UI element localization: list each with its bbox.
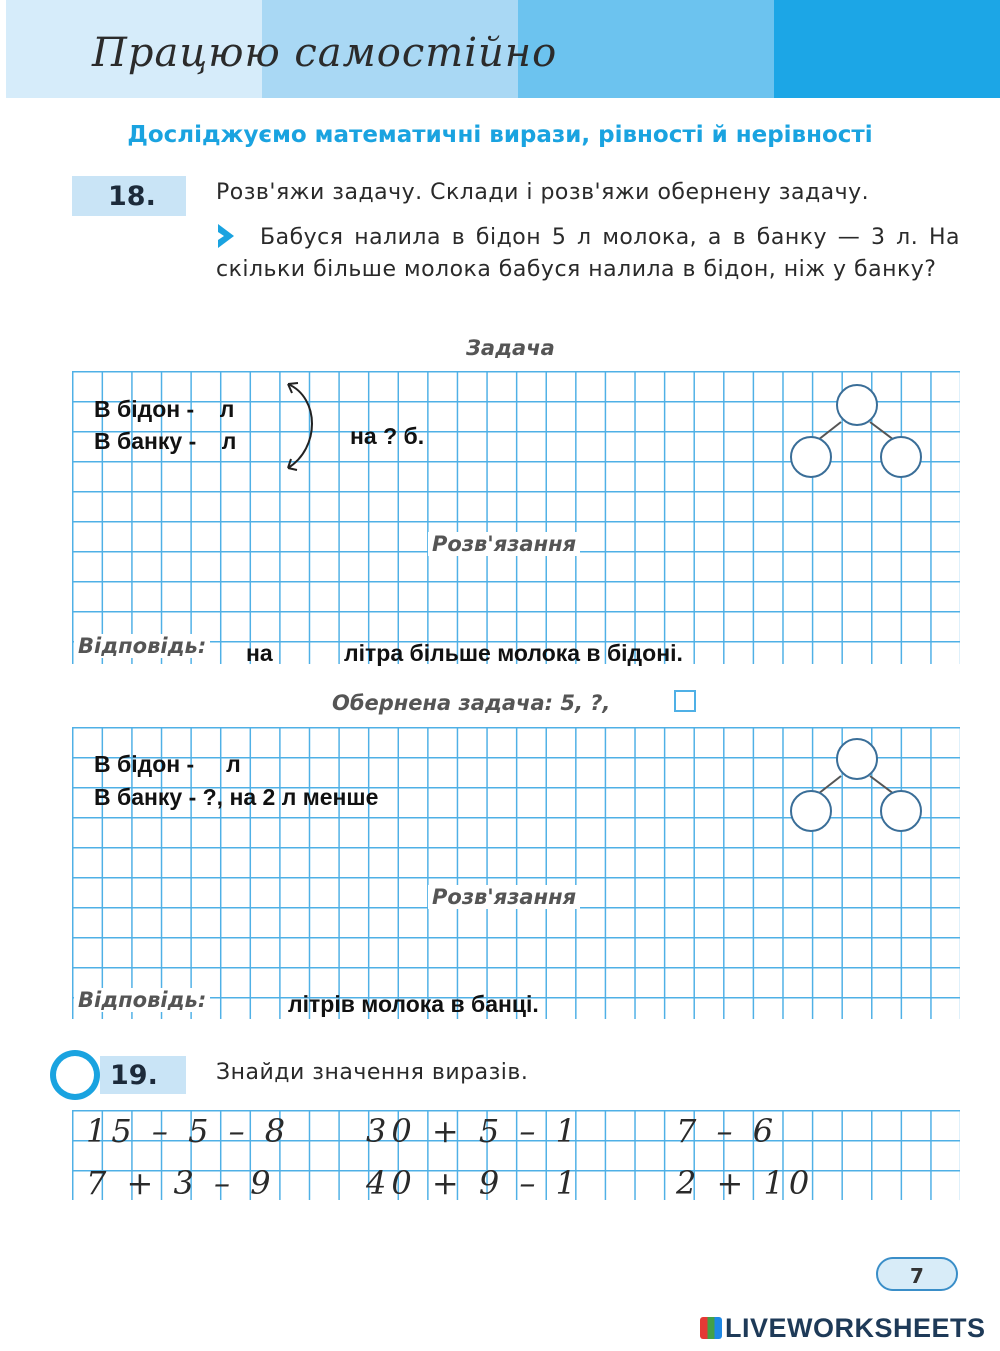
question-text: на ? б. [350, 423, 425, 449]
part-whole-diagram-1 [786, 380, 926, 480]
condition-line-1: В бідон - л [94, 396, 235, 422]
part-circle-right[interactable] [880, 436, 922, 478]
header-segment-4 [774, 0, 1000, 98]
page-number: 7 [876, 1257, 958, 1291]
answer-label: Відповідь: [74, 634, 210, 658]
inverse-solution-label: Розв'язання [428, 885, 580, 909]
inverse-answer-text: літрів молока в банці. [288, 991, 539, 1017]
expression-6: 2 + 10 [676, 1164, 815, 1202]
part-circle-left[interactable] [790, 790, 832, 832]
task19-instruction: Знайди значення виразів. [216, 1060, 529, 1085]
answer-box[interactable] [674, 690, 696, 712]
watermark-logo [700, 1313, 986, 1344]
bracket-arrow-icon [280, 378, 324, 480]
task18-instruction: Розв'яжи задачу. Склади і розв'яжи обернену задачу. [216, 180, 870, 205]
section-title: Досліджуємо математичні вирази, рівності й нерівності [127, 122, 873, 148]
part-circle-left[interactable] [790, 436, 832, 478]
expression-1: 15 – 5 – 8 [86, 1112, 291, 1150]
watermark-text: LIVEWORKSHEETS [725, 1313, 986, 1343]
answer-word: на [246, 640, 273, 666]
solution-label: Розв'язання [428, 532, 580, 556]
part-circle-right[interactable] [880, 790, 922, 832]
part-whole-diagram-2 [786, 734, 926, 834]
task18-problem: Бабуся налила в бідон 5 л молока, а в банку — 3 л. На скільки більше молока бабуся налила в бідон, ніж у банку? [216, 225, 960, 282]
expression-4: 7 + 3 – 9 [86, 1164, 276, 1202]
condition-line-2: В банку - л [94, 428, 237, 454]
whole-circle[interactable] [836, 384, 878, 426]
whole-circle[interactable] [836, 738, 878, 780]
expression-3: 7 – 6 [676, 1112, 779, 1150]
inverse-condition-line-2: В банку - ?, на 2 л менше [94, 784, 379, 810]
expression-2: 30 + 5 – 1 [366, 1112, 581, 1150]
header-title: Працюю самостійно [92, 30, 558, 76]
logo-icon [700, 1317, 722, 1339]
task18-number: 18. [72, 176, 186, 216]
inverse-condition-line-1: В бідон - л [94, 751, 241, 777]
task19-number: 19. [100, 1056, 186, 1094]
inverse-task-label: Обернена задача: 5, ?, [328, 691, 614, 715]
task19-marker-inner [56, 1056, 94, 1094]
task-label: Задача [462, 336, 559, 360]
expression-5: 40 + 9 – 1 [366, 1164, 581, 1202]
inverse-answer-label: Відповідь: [74, 988, 210, 1012]
answer-text: літра більше молока в бідоні. [344, 640, 683, 666]
